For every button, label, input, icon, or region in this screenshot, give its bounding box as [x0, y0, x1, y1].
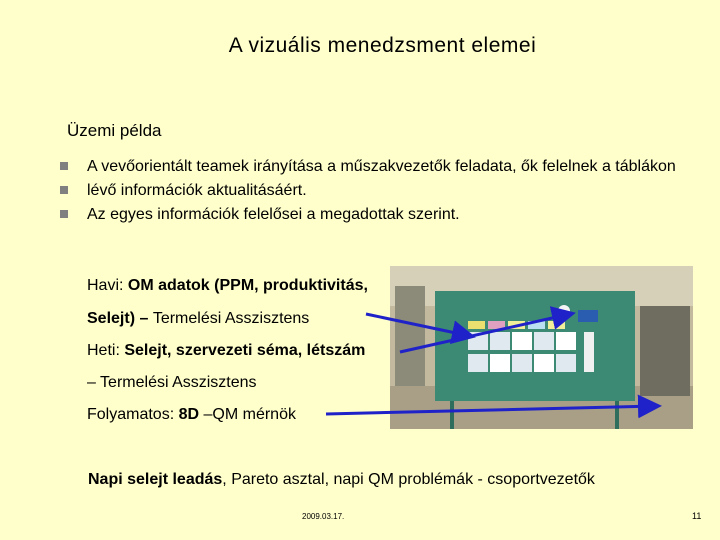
bullet-list — [56, 157, 696, 229]
monthly-note — [87, 277, 368, 295]
weekly-label: Heti: — [87, 342, 125, 359]
footer-date: 2009.03.17. — [302, 512, 345, 521]
monthly-label: Havi: — [87, 277, 128, 294]
bullet-square-icon — [60, 162, 68, 170]
slide-title: A vizuális menedzsment elemei — [228, 34, 537, 57]
daily-note — [88, 471, 595, 489]
continuous-note — [87, 406, 296, 424]
monthly-owner: Termelési Asszisztens — [152, 310, 310, 327]
weekly-items: Selejt, szervezeti séma, létszám — [124, 342, 366, 359]
monthly-note-continued — [87, 310, 309, 328]
daily-note-bold: Napi selejt leadás — [88, 471, 223, 488]
daily-note-rest: , Pareto asztal, napi QM problémák - csoportvezetők — [222, 471, 595, 488]
monthly-items: OM adatok (PPM, produktivitás, — [127, 277, 368, 294]
continuous-owner: –QM mérnök — [203, 406, 296, 423]
monthly-items-end: Selejt) – — [87, 310, 153, 327]
bullet-square-icon — [60, 210, 68, 218]
bullet-item — [56, 181, 696, 200]
continuous-items: 8D — [178, 406, 204, 423]
slide-subtitle: Üzemi példa — [67, 121, 162, 140]
bullet-item — [56, 157, 696, 176]
weekly-owner-line — [87, 374, 257, 392]
weekly-owner: – Termelési Asszisztens — [87, 374, 257, 391]
continuous-label: Folyamatos: — [87, 406, 179, 423]
bullet-square-icon — [60, 186, 68, 194]
page-number: 11 — [692, 511, 702, 521]
bullet-text: Az egyes információk felelősei a megadottak szerint. — [87, 206, 460, 223]
bullet-text: A vevőorientált teamek irányítása a műszakvezetők feladata, ők felelnek a táblákon — [87, 158, 676, 175]
board-photo — [390, 266, 693, 429]
bullet-item — [56, 205, 696, 224]
weekly-note — [87, 342, 365, 360]
bullet-text: lévő információk aktualitásáért. — [87, 182, 307, 199]
